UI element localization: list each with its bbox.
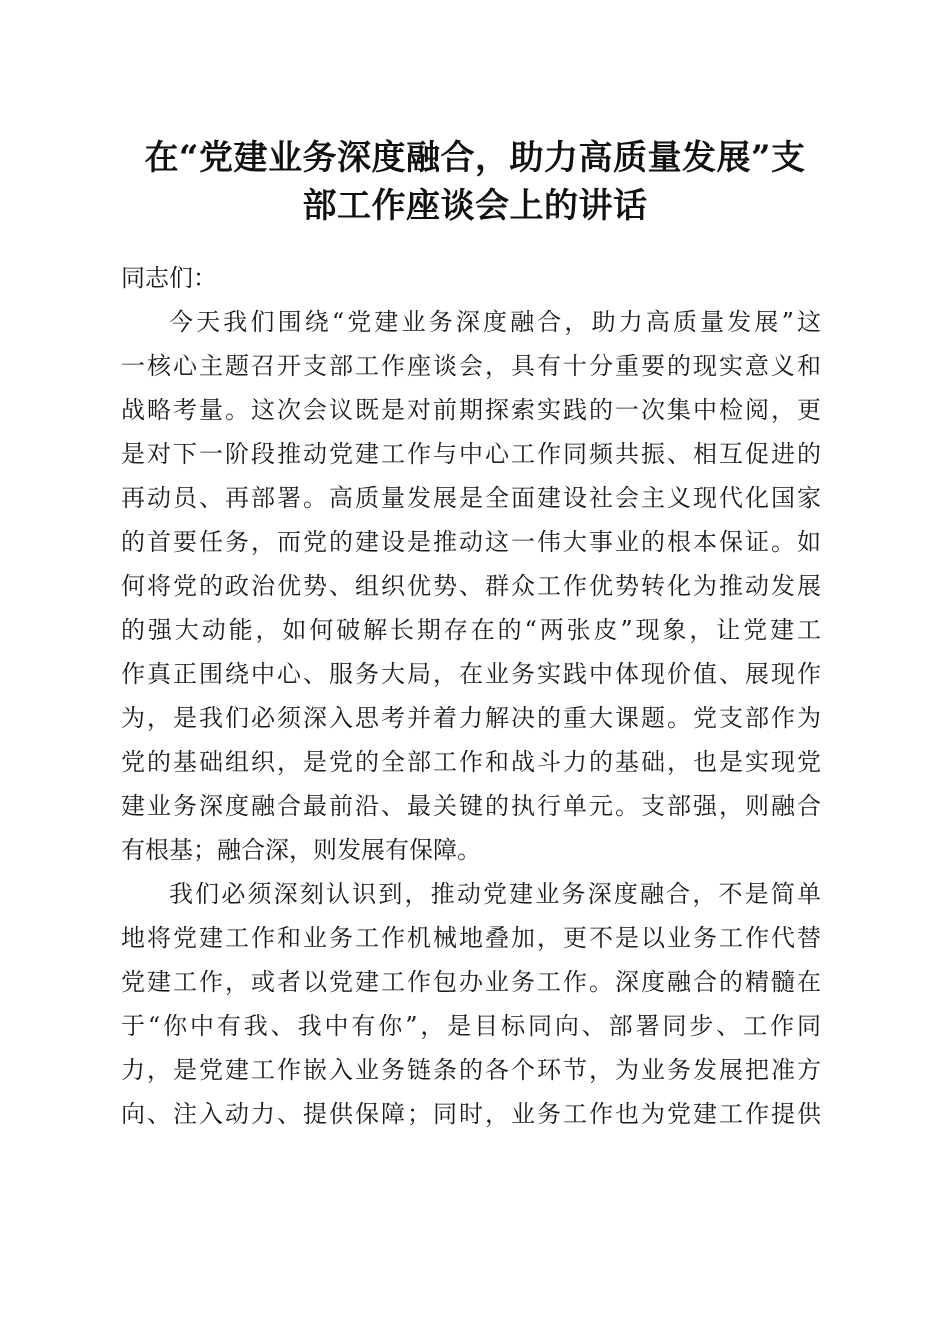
- paragraph-1-line-11: 党的基础组织，是党的全部工作和战斗力的基础，也是实现党: [121, 748, 821, 776]
- document-body: [121, 256, 821, 1136]
- paragraph-2-line-1: 我们必须深刻认识到，推动党建业务深度融合，不是简单: [169, 880, 821, 908]
- document-title: [110, 134, 840, 230]
- paragraph-1-line-13: 有根基；融合深，则发展有保障。: [121, 836, 481, 864]
- paragraph-1-line-1: 今天我们围绕“党建业务深度融合，助力高质量发展”这: [169, 308, 821, 336]
- paragraph-2-line-5: 力，是党建工作嵌入业务链条的各个环节，为业务发展把准方: [121, 1056, 821, 1084]
- paragraph-2-line-2: 地将党建工作和业务工作机械地叠加，更不是以业务工作代替: [121, 924, 821, 952]
- paragraph-2-line-4: 于“你中有我、我中有你”，是目标同向、部署同步、工作同: [121, 1012, 821, 1040]
- paragraph-1-line-10: 为，是我们必须深入思考并着力解决的重大课题。党支部作为: [121, 704, 821, 732]
- paragraph-1-line-7: 何将党的政治优势、组织优势、群众工作优势转化为推动发展: [121, 572, 821, 600]
- title-line-1: 在“党建业务深度融合，助力高质量发展”支: [144, 138, 806, 178]
- paragraph-1-line-12: 建业务深度融合最前沿、最关键的执行单元。支部强，则融合: [121, 792, 821, 820]
- paragraph-1-line-5: 再动员、再部署。高质量发展是全面建设社会主义现代化国家: [121, 484, 821, 512]
- paragraph-1-line-6: 的首要任务，而党的建设是推动这一伟大事业的根本保证。如: [121, 528, 821, 556]
- paragraph-2-line-3: 党建工作，或者以党建工作包办业务工作。深度融合的精髓在: [121, 968, 821, 996]
- paragraph-1-line-4: 是对下一阶段推动党建工作与中心工作同频共振、相互促进的: [121, 440, 821, 468]
- title-line-2: 部工作座谈会上的讲话: [302, 186, 648, 226]
- paragraph-2-line-6: 向、注入动力、提供保障；同时，业务工作也为党建工作提供: [121, 1100, 821, 1128]
- paragraph-1-line-9: 作真正围绕中心、服务大局，在业务实践中体现价值、展现作: [121, 660, 821, 688]
- paragraph-1-line-8: 的强大动能，如何破解长期存在的“两张皮”现象，让党建工: [121, 616, 821, 644]
- salutation: 同志们：: [121, 264, 217, 292]
- paragraph-1-line-3: 战略考量。这次会议既是对前期探索实践的一次集中检阅，更: [121, 396, 821, 424]
- paragraph-1-line-2: 一核心主题召开支部工作座谈会，具有十分重要的现实意义和: [121, 352, 821, 380]
